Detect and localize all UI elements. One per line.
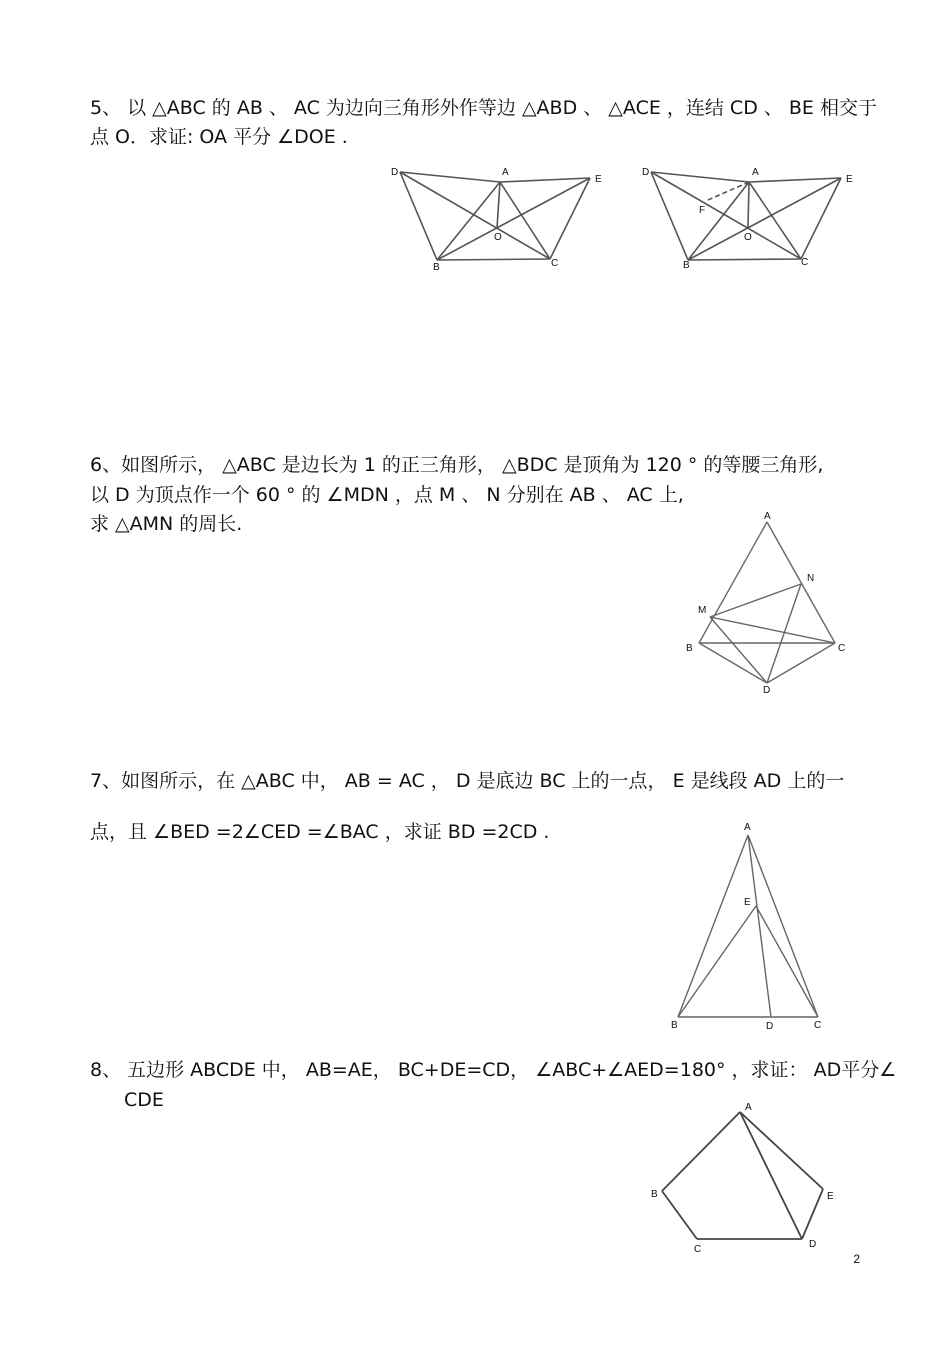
problem-6-line-1: 6、如图所示， △ABC 是边长为 1 的正三角形， △BDC 是顶角为 120 ° 的等腰三角形, (90, 454, 824, 476)
p5f2-label-b: B (683, 260, 690, 271)
problem-8-figure (645, 1095, 845, 1264)
p5f2-label-e: E (846, 174, 853, 185)
p6-label-n: N (807, 573, 815, 584)
p6-label-m: M (698, 605, 707, 616)
problem-6-figure (680, 505, 855, 704)
p5f1-label-d: D (391, 167, 399, 178)
p8-label-b: B (651, 1189, 658, 1200)
p5f2-label-o: O (744, 232, 752, 243)
p5f1-label-e: E (595, 174, 602, 185)
p5f1-label-c: C (551, 258, 559, 269)
p7-label-c: C (814, 1020, 822, 1031)
problem-5-line-1: 5、 以 △ABC 的 AB 、 AC 为边向三角形外作等边 △ABD 、 △ACE ，连结 CD 、 BE 相交于 (90, 97, 877, 119)
p5f1-label-b: B (433, 262, 440, 273)
p5f2-label-a: A (752, 167, 759, 178)
p6-label-c: C (838, 643, 846, 654)
p5f1-label-o: O (494, 232, 502, 243)
p5f2-label-c: C (801, 257, 809, 268)
p7-label-e: E (744, 897, 751, 908)
p5f1-label-a: A (502, 167, 509, 178)
p8-label-a: A (745, 1102, 752, 1113)
problem-6-line-3: 求 △AMN 的周长. (90, 513, 243, 535)
p7-label-b: B (671, 1020, 678, 1031)
p5f2-label-f: F (699, 205, 706, 216)
p6-label-b: B (686, 643, 693, 654)
problem-7-line-2: 点，且 ∠BED =2∠CED =∠BAC ，求证 BD =2CD . (90, 821, 550, 843)
p8-label-d: D (809, 1239, 817, 1250)
problem-5-figure-2 (636, 162, 866, 278)
problem-6-line-2: 以 D 为顶点作一个 60 ° 的 ∠MDN ，点 M 、 N 分别在 AB 、 AC 上, (90, 484, 684, 506)
problem-8-line-1: 8、 五边形 ABCDE 中， AB=AE， BC+DE=CD， ∠ABC+∠AED=180° ，求证： AD平分∠ (90, 1059, 897, 1081)
problem-5-figure-1 (385, 162, 615, 278)
problem-8-line-2: CDE (124, 1089, 164, 1111)
p8-label-e: E (827, 1191, 834, 1202)
problem-7-figure (665, 818, 835, 1039)
p7-label-d: D (766, 1021, 774, 1032)
page-number: 2 (853, 1252, 860, 1266)
problem-5-line-2: 点 O．求证: OA 平分 ∠DOE . (90, 126, 348, 148)
p8-label-c: C (694, 1244, 702, 1255)
problem-7-line-1: 7、如图所示，在 △ABC 中， AB = AC ， D 是底边 BC 上的一点， E 是线段 AD 上的一 (90, 770, 845, 792)
p6-label-a: A (764, 511, 771, 522)
p5f2-label-d: D (642, 167, 650, 178)
p6-label-d: D (763, 685, 771, 696)
p7-label-a: A (744, 822, 751, 833)
